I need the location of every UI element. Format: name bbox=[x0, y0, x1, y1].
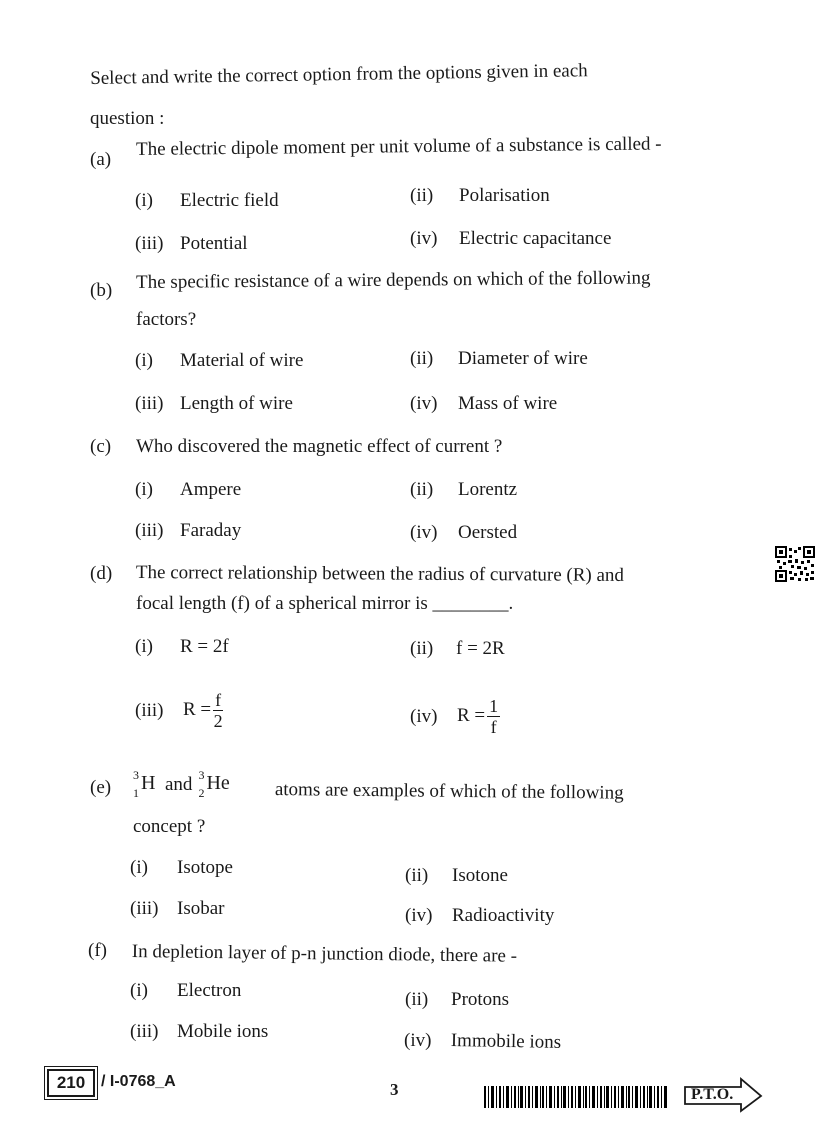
question-d-label: (d) bbox=[90, 563, 113, 584]
question-b-text-1: The specific resistance of a wire depends on which of the following bbox=[136, 267, 651, 293]
question-b-label: (b) bbox=[90, 280, 113, 301]
option-c-iii-num: (iii) bbox=[135, 520, 164, 541]
option-d-ii-num: (ii) bbox=[410, 638, 434, 659]
option-a-i-num: (i) bbox=[135, 190, 153, 211]
pto-badge bbox=[683, 1083, 753, 1109]
question-c-label: (c) bbox=[90, 436, 112, 457]
option-c-iv-num: (iv) bbox=[410, 522, 438, 543]
option-c-ii-text: Lorentz bbox=[458, 479, 518, 500]
option-c-ii-num: (ii) bbox=[410, 479, 434, 500]
instructions-line-2: question : bbox=[90, 108, 165, 129]
option-d-ii-text: f = 2R bbox=[456, 638, 505, 659]
option-d-iv-numerator: 1 bbox=[489, 695, 499, 716]
option-f-ii-num: (ii) bbox=[405, 989, 429, 1010]
option-d-iii-numerator: f bbox=[215, 689, 222, 710]
nuclide-1-atomic: 1 bbox=[133, 786, 139, 800]
paper-number-box: 210 bbox=[47, 1069, 95, 1097]
nuclide-hydrogen-3 bbox=[133, 768, 163, 800]
option-d-i-text: R = 2f bbox=[180, 636, 229, 657]
paper-code: / I-0768_A bbox=[101, 1073, 176, 1090]
question-f-label: (f) bbox=[88, 940, 107, 961]
barcode-icon bbox=[484, 1086, 668, 1108]
option-d-iv-lhs: R = bbox=[457, 705, 486, 726]
option-b-iv-num: (iv) bbox=[410, 393, 438, 414]
question-a-label: (a) bbox=[90, 149, 112, 170]
instructions-line-1: Select and write the correct option from the options given in each bbox=[90, 60, 588, 89]
option-d-iii-denominator: 2 bbox=[213, 710, 223, 731]
option-a-ii-num: (ii) bbox=[410, 185, 434, 206]
option-d-iii-formula bbox=[183, 688, 223, 732]
nuclide-helium-3 bbox=[198, 768, 238, 800]
option-f-i-num: (i) bbox=[130, 980, 148, 1001]
pto-label: P.T.O. bbox=[691, 1086, 734, 1103]
page-number: 3 bbox=[390, 1080, 399, 1099]
option-c-iii-text: Faraday bbox=[180, 520, 242, 541]
option-c-iv-text: Oersted bbox=[458, 522, 518, 543]
question-d-text-2: focal length (f) of a spherical mirror is ________. bbox=[136, 593, 514, 614]
option-a-i-text: Electric field bbox=[180, 190, 279, 211]
option-a-iv-text: Electric capacitance bbox=[459, 228, 612, 249]
option-f-ii-text: Protons bbox=[451, 989, 510, 1010]
option-b-ii-num: (ii) bbox=[410, 348, 434, 369]
option-e-iii-num: (iii) bbox=[130, 898, 159, 919]
option-e-iv-text: Radioactivity bbox=[452, 905, 555, 926]
option-e-i-num: (i) bbox=[130, 857, 148, 878]
nuclide-2-mass: 3 bbox=[198, 768, 205, 782]
option-d-iii-fraction bbox=[213, 691, 223, 730]
option-e-ii-text: Isotone bbox=[452, 865, 508, 886]
question-e-label: (e) bbox=[90, 777, 112, 798]
option-b-i-num: (i) bbox=[135, 350, 153, 371]
option-f-iii-text: Mobile ions bbox=[177, 1021, 269, 1042]
option-d-i-num: (i) bbox=[135, 636, 153, 657]
nuclide-2-atomic: 2 bbox=[198, 786, 205, 800]
option-d-iv-formula bbox=[457, 694, 500, 738]
option-a-iv-num: (iv) bbox=[410, 228, 438, 249]
option-e-ii-num: (ii) bbox=[405, 865, 429, 886]
nuclide-joiner: and bbox=[165, 774, 193, 795]
option-e-iii-text: Isobar bbox=[177, 898, 225, 919]
option-a-ii-text: Polarisation bbox=[459, 185, 550, 206]
question-e-nuclides bbox=[133, 768, 238, 800]
nuclide-2-symbol: He bbox=[206, 772, 230, 794]
option-f-iii-num: (iii) bbox=[130, 1021, 159, 1042]
option-f-iv-num: (iv) bbox=[404, 1030, 432, 1051]
option-d-iv-denominator: f bbox=[490, 716, 497, 737]
option-b-i-text: Material of wire bbox=[180, 350, 304, 371]
option-c-i-num: (i) bbox=[135, 479, 153, 500]
option-e-iv-num: (iv) bbox=[405, 905, 433, 926]
option-d-iv-fraction bbox=[487, 697, 500, 736]
qr-code-icon bbox=[775, 546, 815, 582]
nuclide-1-symbol: H bbox=[141, 772, 156, 794]
question-a-text: The electric dipole moment per unit volume of a substance is called - bbox=[136, 133, 662, 160]
option-b-iii-text: Length of wire bbox=[180, 393, 293, 414]
option-e-i-text: Isotope bbox=[177, 857, 233, 878]
question-f-text: In depletion layer of p-n junction diode, there are - bbox=[131, 941, 518, 967]
nuclide-1-mass: 3 bbox=[133, 768, 139, 782]
option-a-iii-num: (iii) bbox=[135, 233, 164, 254]
question-c-text: Who discovered the magnetic effect of current ? bbox=[136, 436, 503, 457]
option-b-ii-text: Diameter of wire bbox=[458, 348, 588, 369]
option-f-iv-text: Immobile ions bbox=[450, 1030, 562, 1053]
option-d-iii-num: (iii) bbox=[135, 700, 164, 721]
option-d-iii-lhs: R = bbox=[183, 699, 212, 720]
question-e-text-1: atoms are examples of which of the following bbox=[274, 779, 624, 804]
option-f-i-text: Electron bbox=[177, 980, 242, 1001]
question-e-text-2: concept ? bbox=[133, 816, 206, 837]
option-b-iv-text: Mass of wire bbox=[458, 393, 558, 414]
option-d-iv-num: (iv) bbox=[410, 706, 438, 727]
option-b-iii-num: (iii) bbox=[135, 393, 164, 414]
option-c-i-text: Ampere bbox=[180, 479, 242, 500]
question-b-text-2: factors? bbox=[136, 309, 197, 330]
question-d-text-1: The correct relationship between the radius of curvature (R) and bbox=[135, 562, 624, 586]
option-a-iii-text: Potential bbox=[180, 233, 248, 254]
